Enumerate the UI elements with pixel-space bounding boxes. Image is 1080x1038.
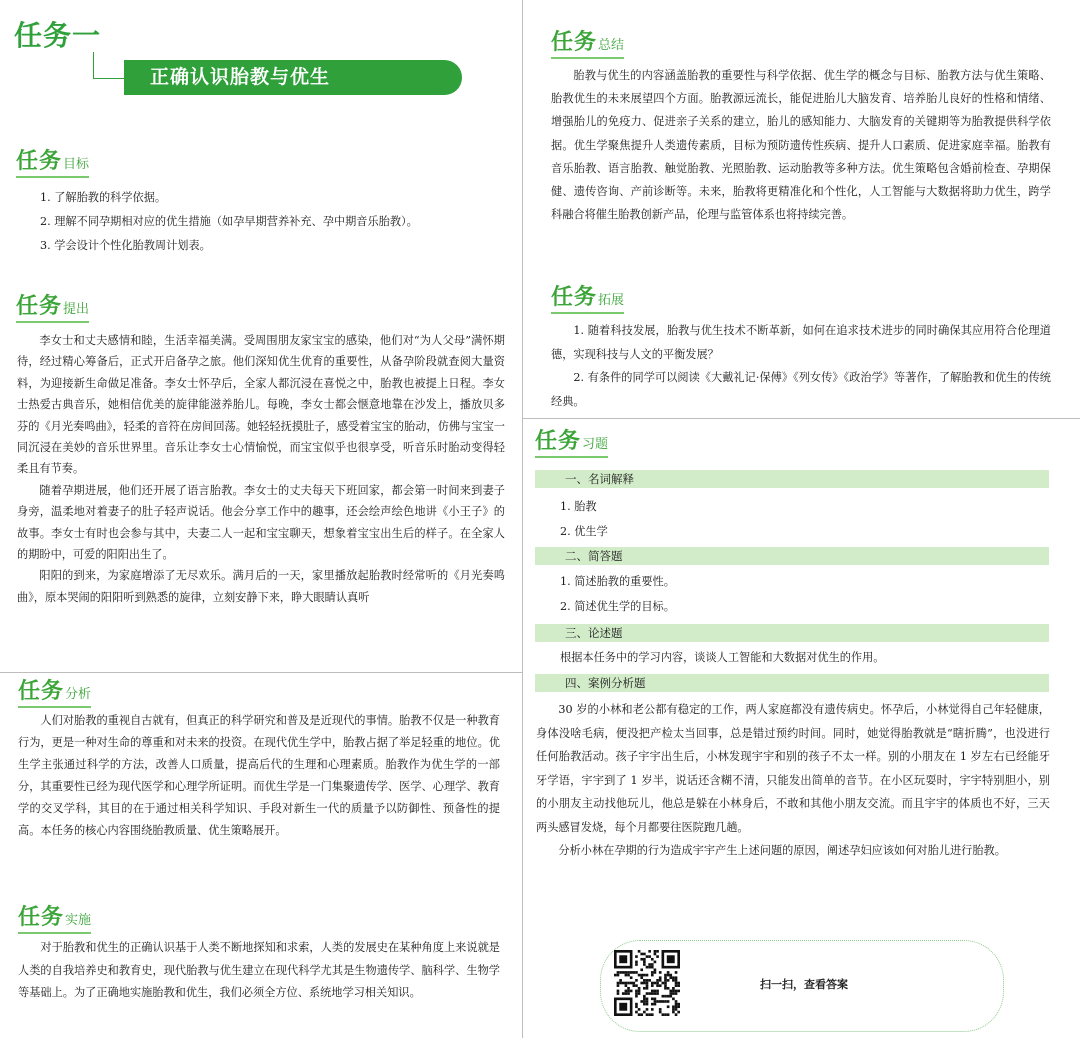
list-item: 2. 简述优生学的目标。: [560, 600, 675, 613]
paragraph: 李女士和丈夫感情和睦，生活幸福美满。受周围朋友家宝宝的感染，他们对“为人父母”满怀期待，经过精心筹备后，正式开启备孕之旅。他们深知优生优育的重要性，从备孕阶段就查阅大量资料，为迎接新生命做足准备。李女士怀孕后，全家人都沉浸在喜悦之中，胎教也被提上日程。李女士热爱古典音乐，她相信优美的旋律能滋养胎儿。每晚，李女士都会惬意地靠在沙发上，播放贝多芬的《月光奏鸣曲》，轻柔的音符在房间回荡。她轻轻抚摸肚子，感受着宝宝的胎动，仿佛与宝宝一同沉浸在美妙的音乐世界里。音乐让李女士心情愉悦，而宝宝似乎也很享受，听音乐时胎动变得轻柔且有节奏。: [17, 334, 505, 476]
chapter-subtitle: 正确认识胎教与优生: [124, 60, 462, 95]
section-band-essay: 三、论述题: [535, 624, 1049, 642]
analysis-body: [18, 710, 500, 842]
paragraph: 2. 有条件的同学可以阅读《大戴礼记·保傅》《列女传》《政治学》等著作，了解胎教和优生的传统经典。: [551, 371, 1051, 408]
list-item: 3. 学会设计个性化胎教周计划表。: [40, 239, 211, 252]
section-band-short: 二、简答题: [535, 547, 1049, 565]
implement-heading: 任务 实施: [18, 907, 91, 929]
paragraph: 阳阳的到来，为家庭增添了无尽欢乐。满月后的一天，家里播放起胎教时经常听的《月光奏鸣曲》，原本哭闹的阳阳听到熟悉的旋律，立刻安静下来，睁大眼睛认真听: [17, 569, 505, 604]
essay-question: 根据本任务中的学习内容，谈谈人工智能和大数据对优生的作用。: [560, 651, 885, 664]
page-panel-intro: [0, 0, 522, 672]
section-band-terms: 一、名词解释: [535, 470, 1049, 488]
raise-heading: 任务 提出: [16, 296, 89, 318]
goals-heading: 任务 目标: [16, 151, 89, 173]
goals-list: [40, 186, 510, 258]
qr-code-icon[interactable]: [614, 950, 680, 1016]
list-item: 1. 简述胎教的重要性。: [560, 575, 675, 588]
case-body: [536, 698, 1050, 863]
paragraph: 对于胎教和优生的正确认识基于人类不断地探知和求索，人类的发展史在某种角度上来说就是人类的自我培养史和教育史，现代胎教与优生建立在现代科学尤其是生物遗传学、脑科学、生物学等基础上。为了正确地实施胎教和优生，我们必须全方位、系统地学习相关知识。: [18, 941, 500, 999]
chapter-title: 任务一: [14, 19, 102, 52]
paragraph: 30 岁的小林和老公都有稳定的工作，两人家庭都没有遗传病史。怀孕后，小林觉得自己年轻健康，身体没啥毛病，便没把产检太当回事，总是错过预约时间。同时，她觉得胎教就是“瞎折腾”，也没进行任何胎教活动。孩子宇宇出生后，小林发现宇宇和别的孩子不太一样。别的小朋友在 1 岁左右已经能牙牙学语，宇宇到了 1 岁半，说话还含糊不清，只能发出简单的音节。在小区玩耍时，宇宇特别胆小，别的小朋友主动找他玩儿，他总是躲在小林身后，不敢和其他小朋友交流。而且宇宇的体质也不好，三天两头感冒发烧，每个月都要往医院跑几趟。: [536, 703, 1050, 834]
summary-body: [551, 64, 1051, 226]
summary-heading: 任务 总结: [551, 32, 624, 54]
paragraph: 随着孕期进展，他们还开展了语言胎教。李女士的丈夫每天下班回家，都会第一时间来到妻子身旁，温柔地对着妻子的肚子轻声说话。他会分享工作中的趣事，还会绘声绘色地讲《小王子》的故事。李女士有时也会参与其中，夫妻二人一起和宝宝聊天，想象着宝宝出生后的样子。在全家人的期盼中，可爱的阳阳出生了。: [17, 483, 505, 562]
raise-body: [17, 330, 505, 608]
analysis-heading: 任务 分析: [18, 681, 91, 703]
paragraph: 胎教与优生的内容涵盖胎教的重要性与科学依据、优生学的概念与目标、胎教方法与优生策略、胎教优生的未来展望四个方面。胎教源远流长，能促进胎儿大脑发育、培养胎儿良好的性格和情绪、增强胎儿的免疫力、促进亲子关系的建立，胎儿的感知能力、大脑发育的关键期等为胎教提供科学依据。优生学聚焦提升人类遗传素质，目标为预防遗传性疾病、提升人口素质、促进家庭幸福。胎教有音乐胎教、语言胎教、触觉胎教、光照胎教、运动胎教等多种方法。优生策略包含婚前检查、孕期保健、遗传咨询、产前诊断等。未来，胎教将更精准化和个性化，人工智能与大数据将助力优生，跨学科融合将催生胎教创新产品，伦理与监管体系也将持续完善。: [551, 69, 1051, 222]
list-item: 2. 理解不同孕期相对应的优生措施（如孕早期营养补充、孕中期音乐胎教）。: [40, 215, 418, 228]
extend-heading: 任务 拓展: [551, 287, 624, 309]
paragraph: 人们对胎教的重视自古就有，但真正的科学研究和普及是近现代的事情。胎教不仅是一种教育行为，更是一种对生命的尊重和对未来的投资。在现代优生学中，胎教占据了举足轻重的地位。优生学主张通过科学的方法，改善人口质量，提高后代的生理和心理素质。胎教作为优生学的一部分，其重要性已经为现代医学和心理学所证明。而优生学是一门集聚遗传学、医学、心理学、教育学的交叉学科，其目的在于通过相关科学知识、手段对新生一代的质量予以防御性、预备性的提高。本任务的核心内容围绕胎教质量、优生策略展开。: [18, 714, 500, 837]
qr-caption: 扫一扫，查看答案: [760, 978, 848, 991]
list-item: 2. 优生学: [560, 525, 608, 538]
page-panel-summary: [523, 0, 1080, 418]
section-band-case: 四、案例分析题: [535, 674, 1049, 692]
list-item: 1. 胎教: [560, 500, 597, 513]
short-list: [560, 569, 1040, 619]
page-panel-analysis: [0, 673, 522, 1038]
chapter-connector-h: [93, 78, 125, 79]
extend-body: [551, 319, 1051, 413]
terms-list: [560, 494, 1040, 544]
exercise-heading: 任务 习题: [535, 431, 608, 453]
paragraph: 1. 随着科技发展，胎教与优生技术不断革新，如何在追求技术进步的同时确保其应用符合伦理道德，实现科技与人文的平衡发展？: [551, 324, 1051, 361]
chapter-connector: [93, 52, 94, 78]
paragraph: 分析小林在孕期的行为造成宇宇产生上述问题的原因，阐述孕妇应该如何对胎儿进行胎教。: [558, 844, 1006, 857]
list-item: 1. 了解胎教的科学依据。: [40, 191, 167, 204]
implement-body: [18, 937, 500, 1005]
